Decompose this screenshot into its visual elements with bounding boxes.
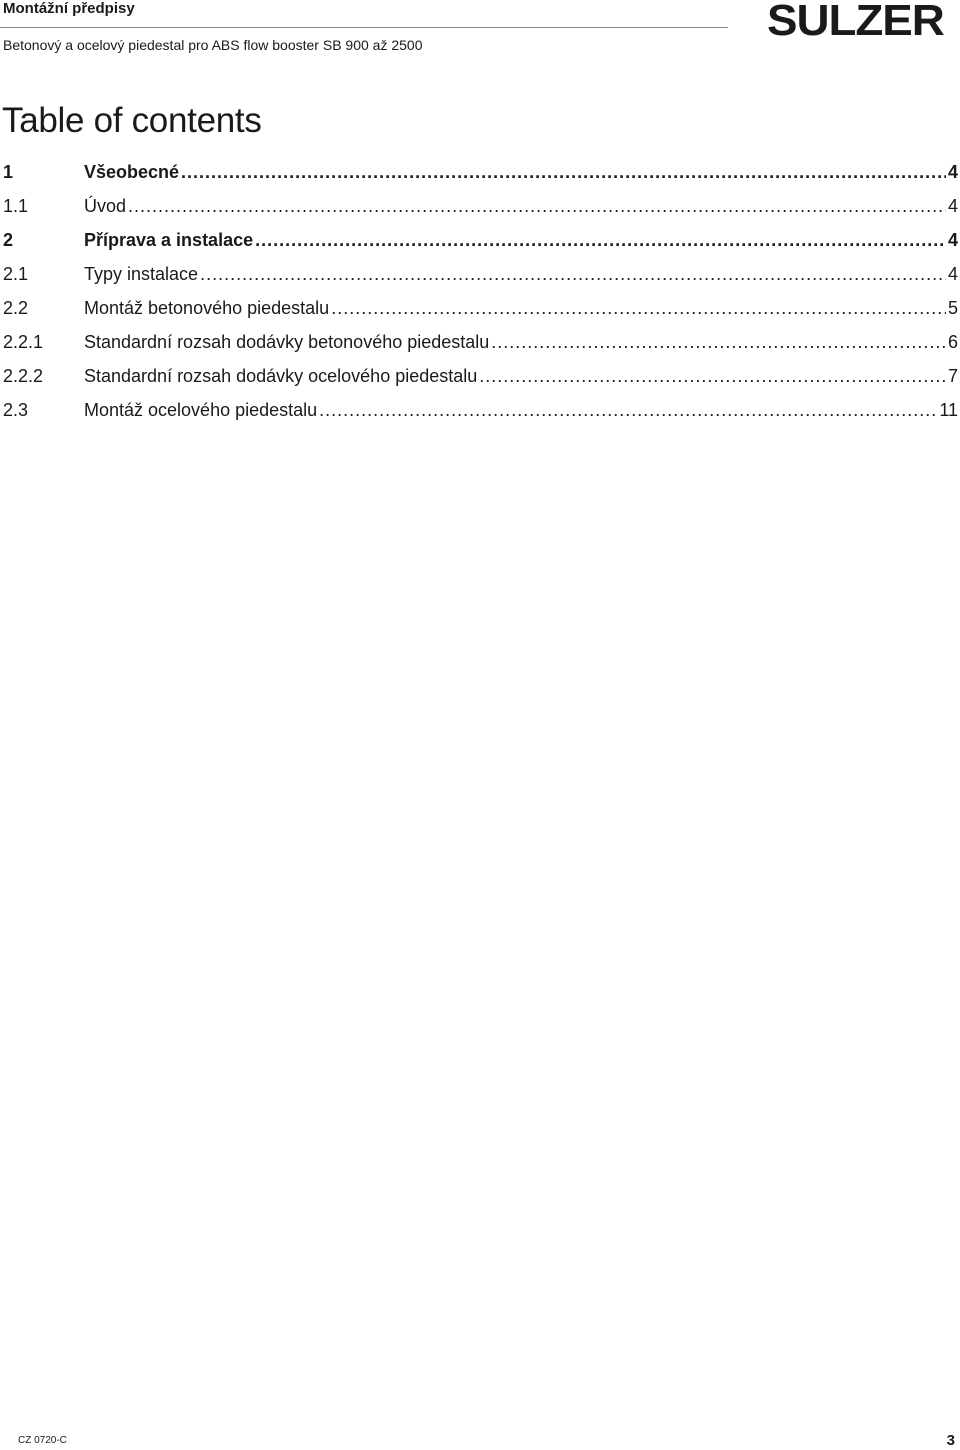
toc-entry-page: 7	[947, 366, 958, 386]
toc-entry[interactable]	[0, 221, 958, 255]
toc-entry[interactable]	[0, 289, 958, 323]
table-of-contents	[0, 153, 958, 425]
toc-dot-leader	[181, 157, 946, 187]
toc-entry-number: 2.2.1	[3, 332, 44, 352]
toc-entry-number: 2.3	[3, 400, 29, 420]
page-number: 3	[946, 1432, 955, 1449]
toc-entry-page: 11	[939, 400, 958, 420]
toc-entry-title: Úvod	[84, 196, 127, 216]
toc-entry-title: Montáž betonového piedestalu	[84, 298, 330, 318]
document-subtitle: Betonový a ocelový piedestal pro ABS flow booster SB 900 až 2500	[3, 37, 423, 53]
toc-entry-page: 5	[947, 298, 958, 318]
toc-entry-number: 1.1	[3, 196, 29, 216]
toc-entry-page: 4	[947, 196, 958, 216]
toc-entry-number: 2.1	[3, 264, 29, 284]
toc-entry[interactable]	[0, 255, 958, 289]
toc-entry-title: Všeobecné	[84, 162, 180, 182]
page-heading: Table of contents	[2, 101, 262, 141]
toc-entry-title: Standardní rozsah dodávky ocelového piedestalu	[84, 366, 478, 386]
toc-entry-page: 6	[947, 332, 958, 352]
toc-dot-leader	[128, 191, 946, 221]
toc-entry-title: Montáž ocelového piedestalu	[84, 400, 318, 420]
toc-entry-number: 2.2.2	[3, 366, 44, 386]
toc-entry-title: Standardní rozsah dodávky betonového piedestalu	[84, 332, 490, 352]
toc-entry[interactable]	[0, 357, 958, 391]
document-title: Montážní předpisy	[3, 0, 135, 17]
toc-entry-title: Typy instalace	[84, 264, 199, 284]
toc-entry-number: 2	[3, 230, 14, 250]
toc-dot-leader	[319, 395, 937, 425]
toc-entry-number: 1	[3, 162, 14, 182]
sulzer-logo: SULZER	[767, 0, 944, 45]
toc-entry[interactable]	[0, 187, 958, 221]
toc-dot-leader	[200, 259, 946, 289]
toc-dot-leader	[479, 361, 946, 391]
header-divider	[0, 27, 728, 28]
toc-entry[interactable]	[0, 153, 958, 187]
document-code: CZ 0720-C	[18, 1435, 67, 1446]
toc-dot-leader	[491, 327, 946, 357]
toc-entry[interactable]	[0, 323, 958, 357]
toc-entry-title: Příprava a instalace	[84, 230, 254, 250]
toc-entry-number: 2.2	[3, 298, 29, 318]
toc-entry[interactable]	[0, 391, 958, 425]
toc-entry-page: 4	[947, 230, 958, 250]
toc-dot-leader	[255, 225, 946, 255]
toc-entry-page: 4	[947, 162, 958, 182]
toc-dot-leader	[331, 293, 946, 323]
toc-entry-page: 4	[947, 264, 958, 284]
